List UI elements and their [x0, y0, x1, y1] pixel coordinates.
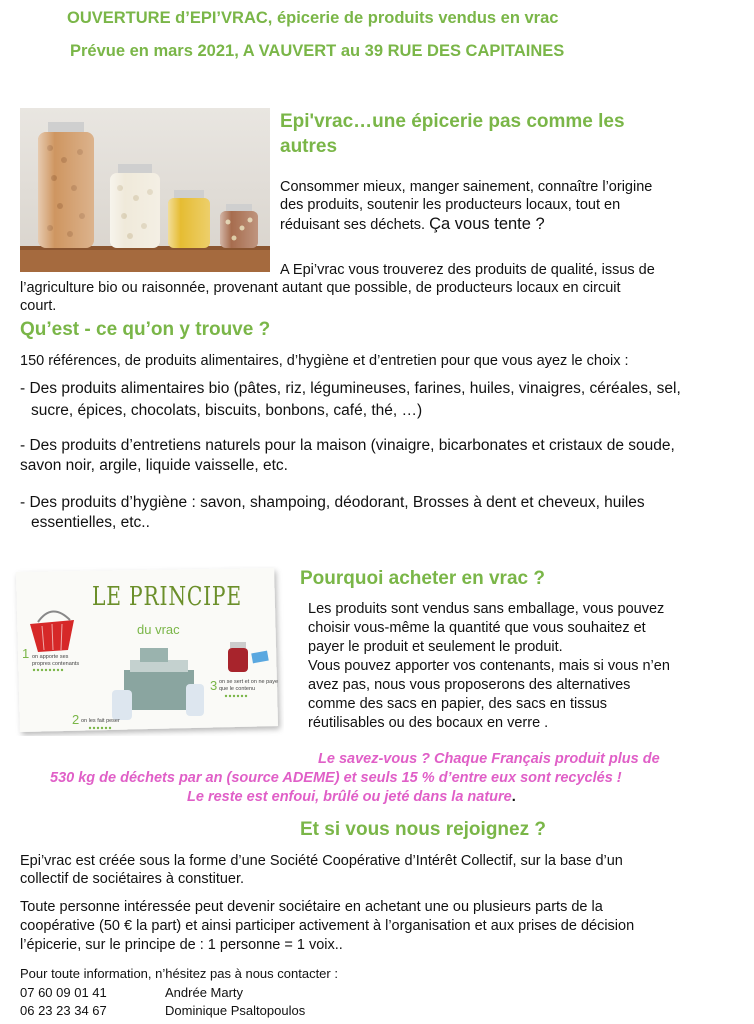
- step-3-line: que le contenu: [219, 686, 256, 692]
- contact-name: Dominique Psaltopoulos: [165, 1003, 306, 1018]
- savez-line: Le savez-vous ? Chaque Français produit plus de: [318, 751, 660, 767]
- intro-question: Ça vous tente ?: [429, 215, 545, 233]
- principe-illustration: [12, 566, 284, 736]
- intro-p1-line: [280, 216, 545, 234]
- svg-text:3: 3: [210, 678, 218, 693]
- pourquoi-line: comme des sacs en papier, des sacs en tissus: [308, 696, 608, 712]
- rejoignez-line: collectif de sociétaires à constituer.: [20, 871, 245, 887]
- svg-text:1: 1: [22, 646, 30, 661]
- pourquoi-line: réutilisables ou des bocaux en verre .: [308, 715, 549, 731]
- rejoignez-line: Toute personne intéressée peut devenir sociétaire en achetant une ou plusieurs parts de la: [20, 899, 603, 915]
- trouve-item-line: - Des produits d’entretiens naturels pour la maison (vinaigre, bicarbonates et cristaux de soude,: [20, 437, 675, 454]
- intro-paragraph-2: [20, 262, 740, 318]
- svg-text:2: 2: [72, 712, 80, 727]
- jars-photo: [20, 108, 270, 272]
- header-line-2: Prévue en mars 2021, A VAUVERT au 39 RUE DES CAPITAINES: [70, 42, 565, 60]
- trouve-item-line: - Des produits d’hygiène : savon, shampoing, déodorant, Brosses à dent et cheveux, huiles: [20, 494, 645, 511]
- pourquoi-line: choisir vous-même la quantité que vous souhaitez et: [308, 620, 646, 636]
- trouve-title: Qu’est - ce qu’on y trouve ?: [20, 319, 271, 340]
- trouve-intro: 150 références, de produits alimentaires, d’hygiène et d’entretien pour que vous ayez le choix :: [20, 353, 629, 369]
- savez-vous-block: [0, 751, 754, 811]
- pourquoi-line: avez pas, nous vous proposerons des alternatives: [308, 677, 631, 693]
- rejoignez-title: Et si vous nous rejoignez ?: [300, 819, 546, 840]
- intro-title-line-1: Epi'vrac…une épicerie pas comme les: [280, 111, 625, 132]
- intro-p1-line: Consommer mieux, manger sainement, connaître l’origine: [280, 179, 653, 195]
- trouve-item-line: essentielles, etc..: [31, 514, 150, 531]
- pourquoi-line: Les produits sont vendus sans emballage, vous pouvez: [308, 601, 665, 617]
- intro-p1-line: des produits, soutenir les producteurs locaux, tout en: [280, 197, 621, 213]
- savez-line: Le reste est enfoui, brûlé ou jeté dans la nature: [187, 789, 512, 805]
- savez-end: .: [511, 789, 516, 805]
- step-3-line: on se sert et on ne paye: [219, 679, 279, 685]
- intro-p2-line: l’agriculture bio ou raisonnée, provenant autant que possible, de producteurs locaux en circuit: [20, 280, 621, 296]
- principe-subtitle: du vrac: [137, 622, 180, 637]
- trouve-item-line: sucre, épices, chocolats, biscuits, bonbons, café, thé, …): [31, 402, 423, 419]
- step-1-line: on apporte ses: [32, 654, 69, 660]
- principe-step-1: [32, 654, 79, 668]
- intro-title-line-2: autres: [280, 136, 338, 157]
- pourquoi-line: payer le produit et seulement le produit.: [308, 639, 563, 655]
- rejoignez-line: Epi’vrac est créée sous la forme d’une Société Coopérative d’Intérêt Collectif, sur la base d’un: [20, 853, 623, 869]
- pourquoi-line: Vous pouvez apporter vos contenants, mais si vous n’en: [308, 658, 670, 674]
- contact-phone: 07 60 09 01 41: [20, 985, 107, 1000]
- principe-title: LE PRINCIPE: [92, 582, 242, 612]
- trouve-item-line: - Des produits alimentaires bio (pâtes, riz, légumineuses, farines, huiles, vinaigres, céréales, sel,: [20, 380, 681, 397]
- savez-line-3: [187, 789, 516, 806]
- intro-p2-line: A Epi’vrac vous trouverez des produits de qualité, issus de: [280, 262, 655, 278]
- contact-name: Andrée Marty: [165, 985, 244, 1000]
- step-1-line: propres contenants: [32, 661, 80, 667]
- trouve-item-line: savon noir, argile, liquide vaisselle, etc.: [20, 457, 288, 474]
- intro-p1-text: réduisant ses déchets.: [280, 217, 426, 233]
- principe-step-2: on les fait peser: [81, 718, 120, 724]
- intro-p2-line: court.: [20, 298, 57, 314]
- savez-line: 530 kg de déchets par an (source ADEME) et seuls 15 % d’entre eux sont recyclés !: [50, 770, 622, 786]
- pourquoi-title: Pourquoi acheter en vrac ?: [300, 568, 545, 589]
- rejoignez-line: coopérative (50 € la part) et ainsi participer activement à l’organisation et aux prises de décision: [20, 918, 635, 934]
- header-line-1: OUVERTURE d’EPI’VRAC, épicerie de produits vendus en vrac: [67, 9, 559, 27]
- rejoignez-line: l’épicerie, sur le principe de : 1 personne = 1 voix..: [20, 937, 343, 953]
- contact-phone: 06 23 23 34 67: [20, 1003, 107, 1018]
- principe-step-3: [219, 679, 278, 693]
- contact-intro: Pour toute information, n’hésitez pas à nous contacter :: [20, 966, 338, 981]
